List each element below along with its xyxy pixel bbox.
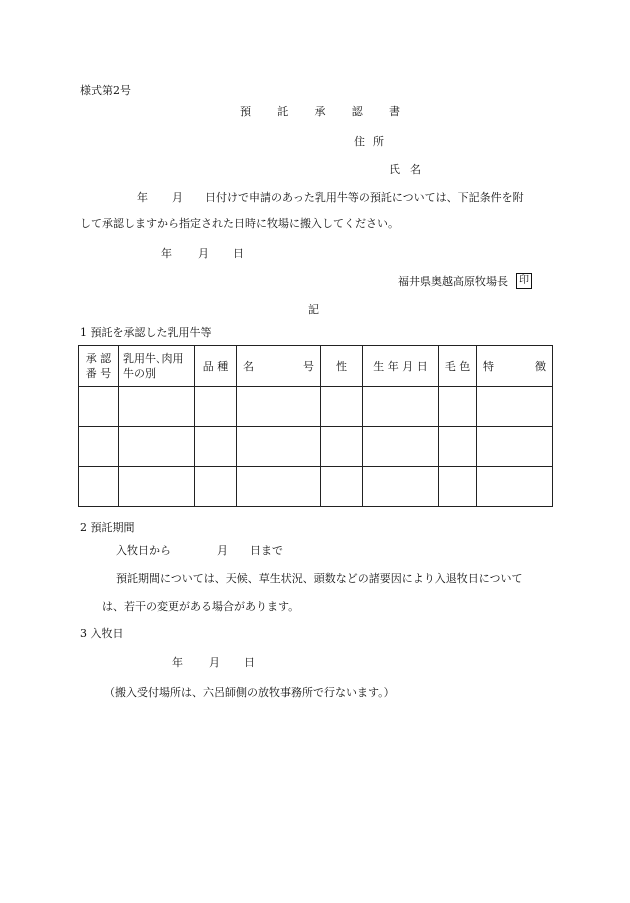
table-cell[interactable] bbox=[321, 467, 363, 507]
table-row bbox=[79, 467, 553, 507]
title-char: 預 bbox=[240, 105, 251, 118]
col-birth-date: 生 年 月 日 bbox=[363, 346, 439, 387]
table-cell[interactable] bbox=[79, 427, 119, 467]
table-cell[interactable] bbox=[119, 387, 195, 427]
table-cell[interactable] bbox=[439, 387, 477, 427]
application-paragraph-line2: して承認しますから指定された日時に牧場に搬入してください。 bbox=[80, 217, 399, 230]
table-cell[interactable] bbox=[119, 427, 195, 467]
table-cell[interactable] bbox=[321, 387, 363, 427]
table-cell[interactable] bbox=[439, 427, 477, 467]
month-label: 月 bbox=[198, 247, 209, 260]
table-row bbox=[79, 387, 553, 427]
table-cell[interactable] bbox=[237, 427, 321, 467]
entry-period bbox=[116, 542, 283, 558]
table-header-row bbox=[79, 346, 553, 387]
address-label: 住所 bbox=[354, 135, 392, 148]
day-label: 日 bbox=[233, 247, 244, 260]
table-cell[interactable] bbox=[79, 387, 119, 427]
table-cell[interactable] bbox=[237, 467, 321, 507]
form-number: 様式第2号 bbox=[80, 84, 131, 97]
col-dairy-beef: 乳用牛､肉用 牛の別 bbox=[119, 346, 195, 387]
entry-from-label: 入牧日から bbox=[116, 544, 171, 557]
table-cell[interactable] bbox=[79, 467, 119, 507]
period-note-line2: は、若干の変更がある場合があります。 bbox=[102, 600, 300, 613]
name-label: 氏名 bbox=[389, 163, 431, 176]
year-label: 年 bbox=[172, 656, 183, 669]
year-label: 年 bbox=[161, 247, 172, 260]
period-note-line1: 預託期間については、天候、草生状況、頭数などの諸要因により入退牧日について bbox=[116, 572, 523, 585]
table-cell[interactable] bbox=[477, 387, 553, 427]
col-approval-number: 承 認 番 号 bbox=[79, 346, 119, 387]
table-cell[interactable] bbox=[363, 427, 439, 467]
application-paragraph-line1 bbox=[80, 189, 550, 205]
table-row bbox=[79, 427, 553, 467]
title-char: 書 bbox=[389, 105, 400, 118]
section1-heading: 1 預託を承認した乳用牛等 bbox=[80, 326, 212, 339]
section2-heading: 2 預託期間 bbox=[80, 521, 135, 534]
table-cell[interactable] bbox=[477, 467, 553, 507]
document-title bbox=[240, 103, 400, 119]
signer-name: 福井県奥越高原牧場長 bbox=[398, 275, 508, 288]
issue-date bbox=[161, 245, 244, 261]
section3-heading: 3 入牧日 bbox=[80, 627, 124, 640]
day-label: 日 bbox=[244, 656, 255, 669]
table-cell[interactable] bbox=[363, 467, 439, 507]
col-name-number: 名 号 bbox=[237, 346, 321, 387]
cattle-table bbox=[78, 345, 553, 507]
table-cell[interactable] bbox=[477, 427, 553, 467]
col-sex: 性 bbox=[321, 346, 363, 387]
entry-date bbox=[172, 654, 255, 670]
reception-note: （搬入受付場所は、六呂師側の放牧事務所で行ないます。） bbox=[104, 686, 395, 699]
table-cell[interactable] bbox=[321, 427, 363, 467]
title-char: 認 bbox=[351, 105, 363, 118]
table-cell[interactable] bbox=[119, 467, 195, 507]
ki-heading: 記 bbox=[308, 303, 319, 316]
title-char: 承 bbox=[314, 105, 326, 118]
year-label: 年 bbox=[137, 191, 148, 204]
signer bbox=[398, 273, 532, 289]
seal-box: 印 bbox=[516, 273, 532, 289]
table-cell[interactable] bbox=[195, 467, 237, 507]
table-cell[interactable] bbox=[237, 387, 321, 427]
table-cell[interactable] bbox=[439, 467, 477, 507]
month-label: 月 bbox=[172, 191, 183, 204]
col-breed: 品 種 bbox=[195, 346, 237, 387]
title-char: 託 bbox=[277, 105, 289, 118]
month-label: 月 bbox=[209, 656, 220, 669]
table-cell[interactable] bbox=[195, 387, 237, 427]
until-label: 日まで bbox=[250, 544, 283, 557]
col-coat-color: 毛 色 bbox=[439, 346, 477, 387]
col-features: 特 徴 bbox=[477, 346, 553, 387]
clause-text: 日付けで申請のあった乳用牛等の預託については、下記条件を附 bbox=[205, 191, 524, 204]
table-cell[interactable] bbox=[195, 427, 237, 467]
table-cell[interactable] bbox=[363, 387, 439, 427]
month-label: 月 bbox=[217, 544, 228, 557]
